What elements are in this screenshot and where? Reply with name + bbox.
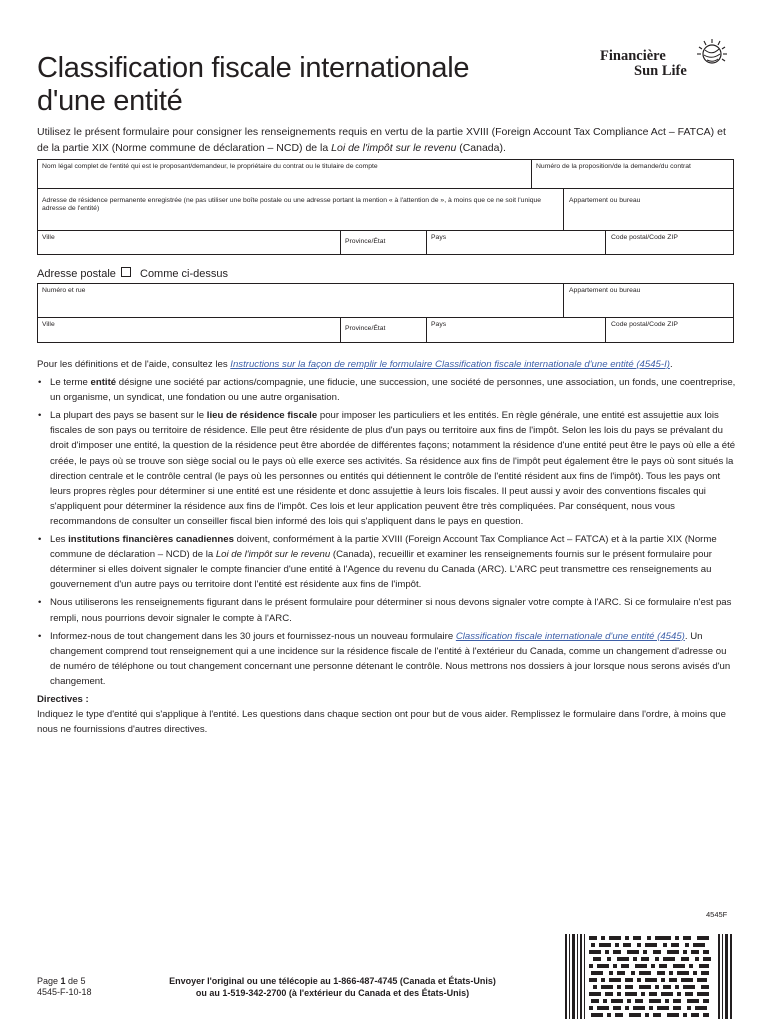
divider bbox=[340, 317, 341, 343]
mailing-country-field[interactable]: Pays bbox=[431, 321, 447, 328]
list-item: • Le terme entité désigne une société par actions/compagnie, une fiducie, une succession, une société de personnes, une association, un fonds, une coentreprise, un organisme, un syndicat, une fondation ou une autre organisation. bbox=[37, 375, 737, 405]
instructions-link[interactable]: Instructions sur la façon de remplir le formulaire Classification fiscale internationale d'une entité (4545-I) bbox=[230, 359, 670, 370]
sun-globe-icon bbox=[696, 38, 728, 70]
list-item: • La plupart des pays se basent sur le lieu de résidence fiscale pour imposer les particuliers et les entités. En règle générale, une entité est assujettie aux lois fiscales de son pays ou territoire de résidence. Elle peut être résidente de plus d'un pays ou territoire aux fins de l'impôt. Selon les lois du pays se prévalant du droit d'imposer une entité, la question de la résidence peut être abordée de différentes façons; notamment la résidence d'une entité peut être le pays où elle a été créée, le pays où se trouve son siège social ou le pays où elle exerce ses activités. Sa résidence aux fins de l'impôt peut également être le pays où sont situés la direction centrale et le contrôle central (le pays où les personnes ou entités qui détiennent le contrôle de l'entité résident aux fins de l'impôt). Tous les pays ont leurs propres règles pour déterminer si une entité est une résidente et donc assujettie à leurs lois fiscales. Il peut aussi y avoir des conventions fiscales qui s'appliquent pour déterminer la résidence aux fins de l'impôt. Ces lois et leur application peuvent être très compliquées. Par conséquent, nous vous recommandons de consulter un conseiller fiscal bien informé des lois qui s'appliquent dans le pays en question. bbox=[37, 408, 737, 529]
form-4545-link[interactable]: Classification fiscale internationale d'une entité (4545) bbox=[455, 630, 685, 642]
divider bbox=[531, 159, 532, 188]
intro-paragraph: Utilisez le présent formulaire pour consigner les renseignements requis en vertu de la partie XVIII (Foreign Account Tax Compliance Act – FATCA) et de la partie XIX (Norme commune de déclaration – NCD) de la Loi de l'impôt sur le revenu (Canada). bbox=[37, 126, 726, 154]
title-line-1: Classification fiscale internationale bbox=[37, 52, 470, 84]
logo-text-line-1: Financière bbox=[600, 48, 666, 64]
divider bbox=[37, 317, 734, 318]
mailing-city-field[interactable]: Ville bbox=[42, 321, 55, 328]
fax-line-2: ou au 1-519-342-2700 (à l'extérieur du Canada et des États-Unis) bbox=[195, 987, 470, 998]
mailing-province-field[interactable]: Province/État bbox=[345, 325, 386, 332]
title-line-2: d'une entité bbox=[37, 85, 183, 117]
logo-text-line-2: Sun Life bbox=[634, 63, 687, 79]
residence-city-field[interactable]: Ville bbox=[42, 234, 55, 241]
same-as-above-label: Comme ci-dessus bbox=[140, 268, 229, 280]
residence-address-field[interactable]: Adresse de résidence permanente enregistrée (ne pas utiliser une boîte postale ou une adresse portant la mention « à l'attention de », à moins que ce ne soit l'unique adresse de l'entité) bbox=[42, 197, 542, 212]
sun-life-logo bbox=[598, 38, 733, 88]
list-item: • Informez-nous de tout changement dans les 30 jours et fournissez-nous un nouveau formulaire Classification fiscale internationale d'une entité (4545). Un changement comprend tout renseignement qui a une incidence sur la résidence fiscale de l'entité à l'extérieur du Canada, comme un changement d'adresse ou de numéro de téléphone ou tout changement concernant une personne détenant le contrôle. Nous mettrons nos dossiers à jour lorsque nous serons avisés d'un changement. bbox=[37, 629, 737, 689]
same-as-above-checkbox[interactable] bbox=[121, 267, 131, 277]
page-number: Page 1 de 5 bbox=[37, 976, 86, 986]
residence-apartment-field[interactable]: Appartement ou bureau bbox=[569, 197, 641, 204]
divider bbox=[340, 230, 341, 255]
submission-instructions bbox=[140, 976, 525, 999]
residence-postal-code-field[interactable]: Code postal/Code ZIP bbox=[611, 234, 678, 241]
mailing-postal-code-field[interactable]: Code postal/Code ZIP bbox=[611, 321, 678, 328]
residence-country-field[interactable]: Pays bbox=[431, 234, 447, 241]
instructions-body bbox=[37, 357, 737, 737]
bullet-list bbox=[37, 375, 737, 689]
proposal-number-field[interactable]: Numéro de la proposition/de la demande/du contrat bbox=[536, 163, 691, 170]
help-paragraph: Pour les définitions et de l'aide, consultez les Instructions sur la façon de remplir le formulaire Classification fiscale internationale d'une entité (4545-I). bbox=[37, 359, 673, 370]
mailing-street-field[interactable]: Numéro et rue bbox=[42, 287, 86, 294]
divider bbox=[563, 188, 564, 230]
divider bbox=[605, 317, 606, 343]
page-title bbox=[37, 52, 557, 118]
divider bbox=[563, 283, 564, 317]
directives-text: Indiquez le type d'entité qui s'applique à l'entité. Les questions dans chaque section ont pour but de vous aider. Remplissez le formulaire dans l'ordre, à moins que nous ne fournissions d'autres directives. bbox=[37, 709, 726, 736]
fax-line-1: Envoyer l'original ou une télécopie au 1-866-487-4745 (Canada et États-Unis) bbox=[169, 976, 496, 986]
divider bbox=[426, 230, 427, 255]
directives-heading: Directives : bbox=[37, 693, 89, 705]
divider bbox=[37, 230, 734, 231]
residence-province-field[interactable]: Province/État bbox=[345, 238, 386, 245]
list-item: • Les institutions financières canadiennes doivent, conformément à la partie XVIII (Foreign Account Tax Compliance Act – FATCA) et à la partie XIX (Norme commune de déclaration – NCD) de la Loi de l'impôt sur le revenu (Canada), recueillir et examiner les renseignements fournis sur le présent formulaire pour déterminer si elles doivent signaler le compte financier d'une entité à l'Agence du revenu du Canada (ARC). L'ARC peut transmettre ces renseignements au gouvernement d'un autre pays ou territoire dont l'entité est résidente aux fins de l'impôt. bbox=[37, 532, 737, 592]
mailing-apartment-field[interactable]: Appartement ou bureau bbox=[569, 287, 641, 294]
2d-barcode-icon bbox=[563, 934, 733, 1019]
list-item: • Nous utiliserons les renseignements figurant dans le présent formulaire pour déterminer si nous devons signaler votre compte à l'ARC. Si ce formulaire n'est pas rempli, nous pourrions devoir signaler le compte à l'ARC. bbox=[37, 595, 737, 625]
page-footer-left bbox=[37, 976, 92, 998]
divider bbox=[37, 188, 734, 189]
divider bbox=[605, 230, 606, 255]
form-id: 4545F bbox=[706, 910, 728, 919]
divider bbox=[426, 317, 427, 343]
form-code: 4545-F-10-18 bbox=[37, 987, 92, 997]
legal-name-field[interactable]: Nom légal complet de l'entité qui est le proposant/demandeur, le propriétaire du contrat ou le titulaire de compte bbox=[42, 163, 378, 170]
mailing-address-label: Adresse postale bbox=[37, 268, 116, 280]
